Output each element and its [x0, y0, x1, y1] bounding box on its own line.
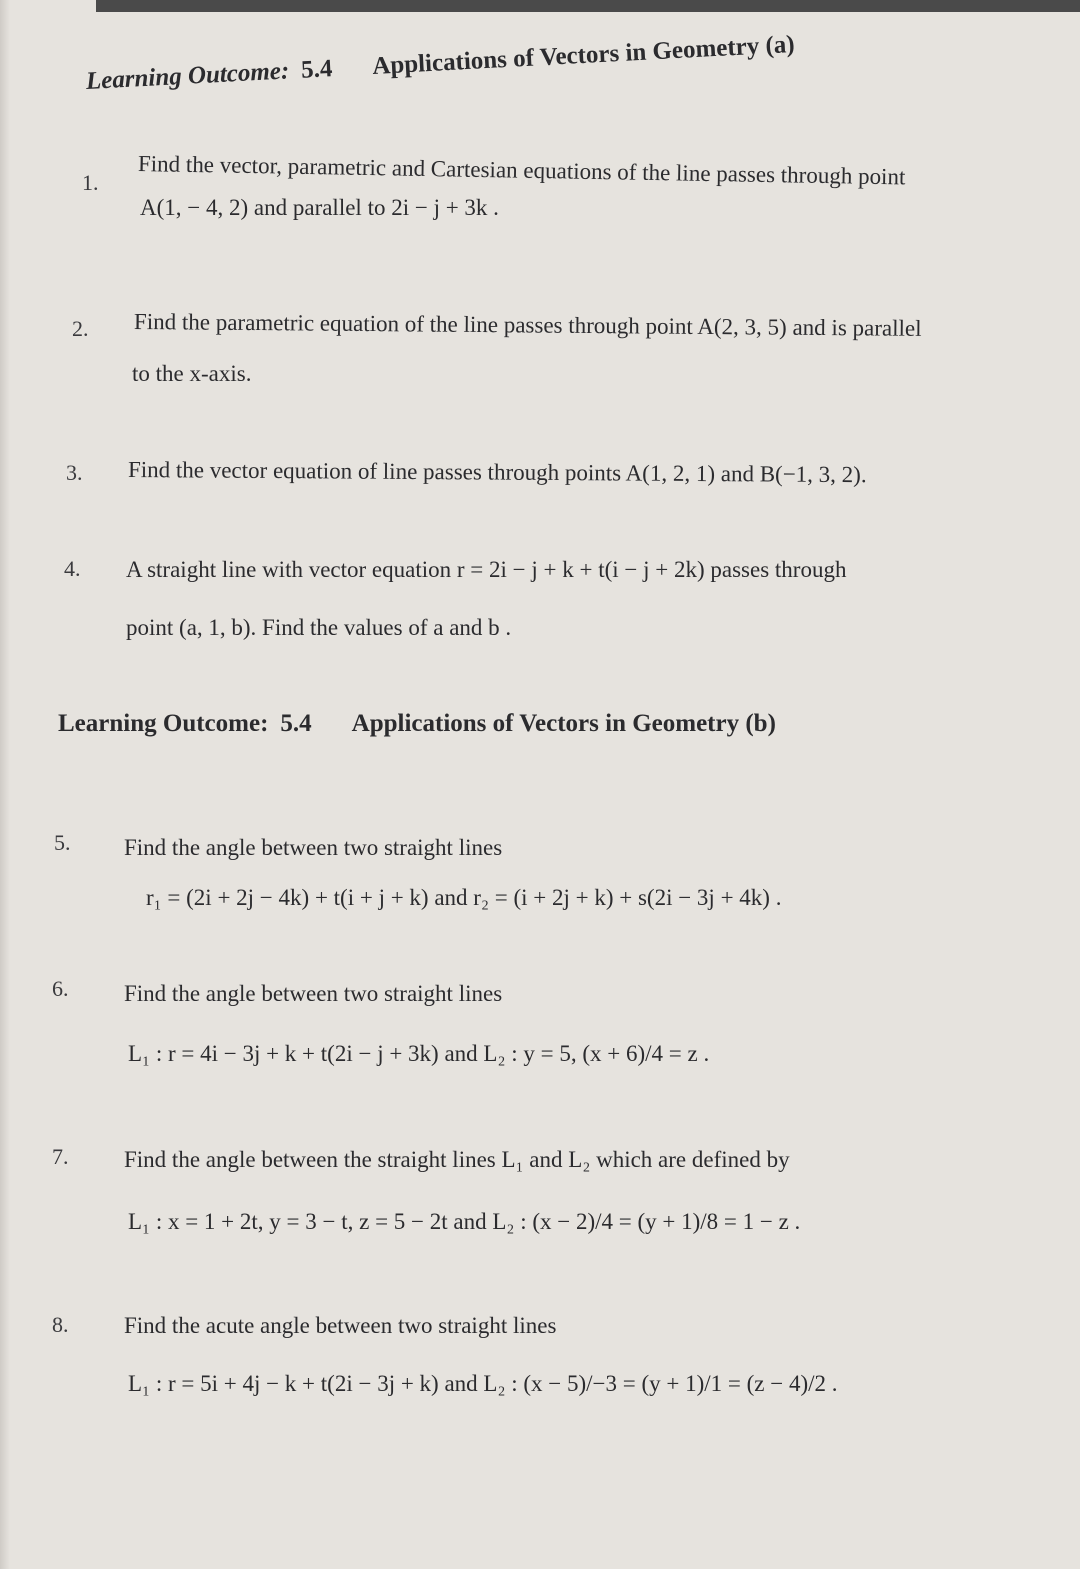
top-edge	[96, 0, 1080, 12]
question-2-line-1: Find the parametric equation of the line passes through point A(2, 3, 5) and is parallel	[133, 309, 922, 341]
question-5-line-2: r₁ = (2i + 2j − 4k) + t(i + j + k) and r₂ = (i + 2j + k) + s(2i − 3j + 4k) .	[146, 885, 782, 910]
question-4-line-1: A straight line with vector equation r = 2i − j + k + t(i − j + 2k) passes through	[126, 557, 847, 582]
section-heading-b: Learning Outcome: 5.4 Applications of Vectors in Geometry (b)	[58, 710, 776, 737]
question-7-line-1: Find the angle between the straight lines L₁ and L₂ which are defined by	[124, 1147, 790, 1172]
question-1-line-1: Find the vector, parametric and Cartesian equations of the line passes through point	[137, 151, 906, 190]
question-2-line-2: to the x-axis.	[132, 361, 252, 386]
page-shadow	[0, 0, 10, 1569]
question-7-line-2: L₁ : x = 1 + 2t, y = 3 − t, z = 5 − 2t and L₂ : (x − 2)/4 = (y + 1)/8 = 1 − z .	[128, 1209, 801, 1234]
section-heading-a: Learning Outcome: 5.4 Applications of Vectors in Geometry (a)	[85, 30, 796, 95]
question-1-line-2: A(1, − 4, 2) and parallel to 2i − j + 3k .	[140, 195, 499, 220]
question-number: 4.	[64, 556, 81, 581]
question-number: 6.	[52, 976, 69, 1001]
question-6-line-2: L₁ : r = 4i − 3j + k + t(2i − j + 3k) and L₂ : y = 5, (x + 6)/4 = z .	[128, 1041, 710, 1066]
question-6-line-1: Find the angle between two straight lines	[124, 981, 503, 1006]
question-number: 2.	[72, 316, 89, 341]
question-number: 8.	[52, 1312, 69, 1337]
question-3-line-1: Find the vector equation of line passes through points A(1, 2, 1) and B(−1, 3, 2).	[127, 457, 867, 488]
question-number: 3.	[66, 460, 83, 485]
question-5-line-1: Find the angle between two straight lines	[124, 835, 503, 860]
question-4-line-2: point (a, 1, b). Find the values of a and b .	[126, 615, 512, 640]
question-number: 5.	[54, 830, 71, 855]
question-number: 7.	[52, 1144, 69, 1169]
question-number: 1.	[82, 170, 99, 195]
question-8-line-2: L₁ : r = 5i + 4j − k + t(2i − 3j + k) and L₂ : (x − 5)/−3 = (y + 1)/1 = (z − 4)/2 .	[128, 1371, 838, 1396]
question-8-line-1: Find the acute angle between two straight lines	[124, 1313, 557, 1338]
